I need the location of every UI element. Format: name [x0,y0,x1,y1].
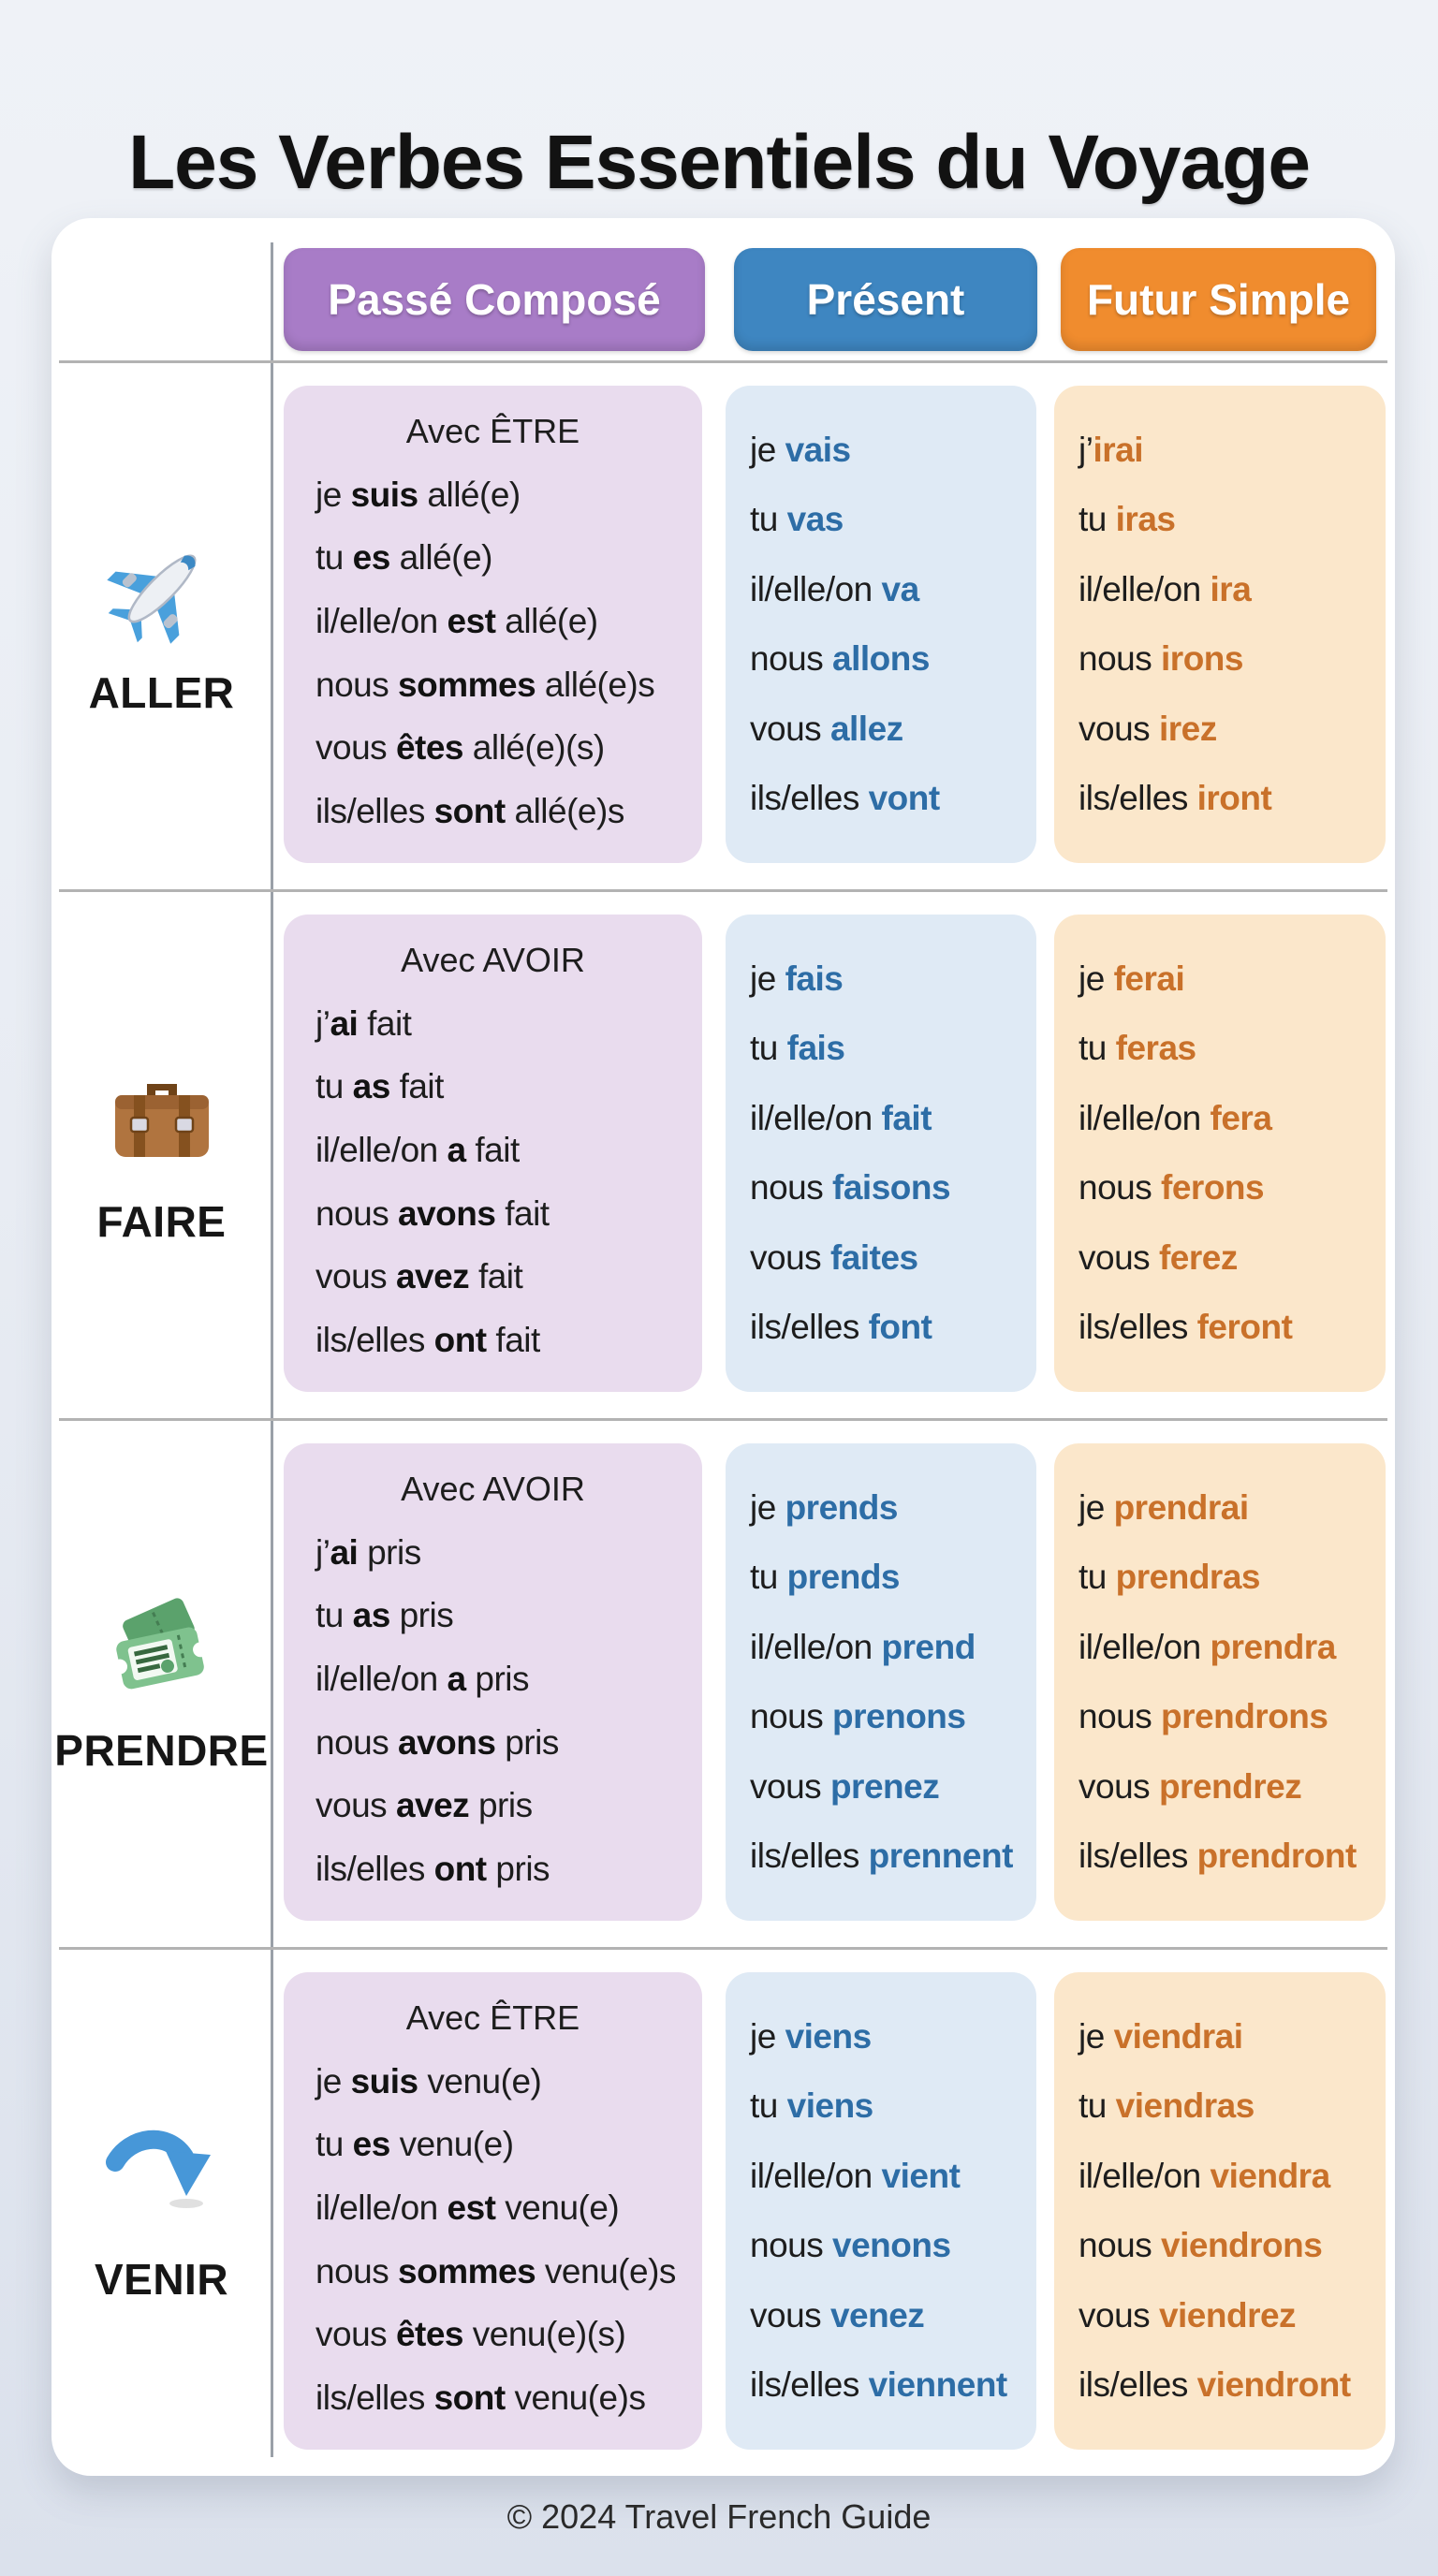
conjugated-verb: êtes [395,2315,463,2354]
conjugated-verb: vas [786,500,844,539]
passe-compose-cell [284,915,702,1392]
pronoun-text: je [315,475,351,514]
conjugation-line [315,1596,670,1635]
conjugated-verb: irez [1158,709,1217,748]
conjugation-line [750,2365,1012,2405]
conjugation-table-card [51,218,1395,2476]
conjugated-verb: suis [350,2061,418,2100]
conjugation-line [750,959,1012,999]
pronoun-text: je [750,431,785,469]
conjugation-line [315,476,670,515]
conjugated-verb: iras [1115,500,1176,539]
conjugated-verb: fais [786,1029,845,1068]
pronoun-text: nous [1078,1697,1162,1736]
conjugation-line [1078,570,1361,609]
conjugated-verb: prendra [1210,1627,1336,1666]
pronoun-text: tu [315,1067,353,1106]
conjugated-verb: a [447,1130,466,1169]
conjugated-verb: es [352,2125,390,2164]
participle-text: fait [495,1193,550,1233]
conjugated-verb: feras [1115,1029,1196,1068]
pronoun-text: je [750,1488,785,1527]
conjugation-line [1078,1837,1361,1876]
conjugation-line [315,2251,676,2291]
conjugation-line [750,500,1012,539]
conjugation-line [1078,1767,1361,1807]
conjugated-verb: ferez [1158,1237,1238,1277]
conjugated-verb: prendrons [1161,1697,1328,1736]
verb-name: FAIRE [96,1196,227,1246]
conjugated-verb: viendrez [1158,2295,1297,2334]
participle-text: fait [389,1067,444,1106]
conjugated-verb: faisons [832,1168,951,1208]
conjugated-verb: vais [785,431,851,469]
auxiliary-note: Avec AVOIR [401,941,585,979]
conjugated-verb: viendront [1196,2364,1351,2404]
conjugation-line [750,1837,1012,1876]
participle-text: venu(e) [418,2061,542,2100]
verb-row [51,1947,1395,2476]
conjugated-verb: prennent [868,1836,1013,1875]
pronoun-text: nous [315,1722,399,1762]
conjugation-line [1078,2086,1361,2126]
verb-label-column [51,1947,271,2476]
passe-compose-cell [284,1443,702,1921]
pronoun-text: nous [750,639,833,679]
conjugated-verb: viendras [1115,2086,1255,2126]
conjugated-verb: es [352,538,390,578]
pronoun-text: ils/elles [1078,2364,1197,2404]
pronoun-text: il/elle/on [1078,569,1211,608]
pronoun-text: ils/elles [750,1836,869,1875]
conjugation-line [750,1238,1012,1278]
participle-text: allé(e)(s) [463,728,605,768]
conjugated-verb: as [352,1596,390,1635]
present-cell [726,386,1036,863]
conjugation-line [750,1697,1012,1736]
conjugated-verb: venez [829,2295,925,2334]
pronoun-text: ils/elles [1078,1307,1197,1346]
conjugation-line [750,1168,1012,1208]
conjugation-line [315,2315,670,2354]
pronoun-text: tu [1078,1558,1116,1597]
conjugated-verb: viendra [1210,2156,1330,2195]
pronoun-text: vous [750,709,830,748]
conjugated-verb: sont [433,791,506,830]
pronoun-text: nous [750,1168,833,1208]
present-cell [726,915,1036,1392]
conjugated-verb: viens [785,2017,872,2056]
conjugation-line [750,2226,1012,2265]
participle-text: venu(e)s [536,2251,676,2291]
conjugated-verb: allons [832,639,930,679]
conjugated-verb: irai [1093,431,1143,469]
participle-text: venu(e)(s) [463,2315,626,2354]
present-cell [726,1443,1036,1921]
passe-compose-cell [284,386,702,863]
pronoun-text: ils/elles [315,791,434,830]
conjugated-verb: fera [1210,1098,1272,1137]
conjugated-verb: prendront [1196,1836,1357,1875]
conjugated-verb: allez [829,709,903,748]
pronoun-text: je [1078,959,1114,998]
conjugation-line [750,779,1012,818]
conjugated-verb: avons [398,1193,496,1233]
conjugated-verb: sommes [398,665,536,704]
conjugation-line [315,792,670,831]
pronoun-text: tu [750,500,787,539]
participle-text: fait [486,1320,540,1359]
conjugation-line [1078,1628,1361,1667]
conjugation-line [315,1067,670,1106]
conjugated-verb: venons [832,2226,951,2265]
participle-text: allé(e)s [505,791,624,830]
footer-copyright: © 2024 Travel French Guide [506,2497,932,2536]
conjugation-line [1078,2157,1361,2196]
pronoun-text: nous [315,2251,399,2291]
verb-row [51,1418,1395,1947]
conjugation-line [1078,1488,1361,1528]
conjugation-line [1078,1558,1361,1597]
pronoun-text: il/elle/on [750,1098,882,1137]
participle-text: fait [358,1003,412,1043]
pronoun-text: tu [315,2125,353,2164]
participle-text: venu(e)s [505,2378,646,2417]
curved-arrow-icon [106,2119,218,2232]
conjugated-verb: iront [1196,778,1272,817]
conjugated-verb: prends [786,1558,900,1597]
pronoun-text: il/elle/on [1078,1627,1211,1666]
pronoun-text: nous [1078,1168,1162,1208]
pronoun-text: ils/elles [750,2364,869,2404]
verb-name: ALLER [88,667,235,717]
pronoun-text: vous [750,1766,830,1806]
conjugation-line [750,1029,1012,1068]
pronoun-text: il/elle/on [1078,1098,1211,1137]
conjugation-line [1078,779,1361,818]
conjugation-line [750,1488,1012,1528]
pronoun-text: nous [1078,2226,1162,2265]
conjugated-verb: sont [433,2378,506,2417]
conjugation-line [1078,2365,1361,2405]
conjugated-verb: suis [350,475,418,514]
conjugation-line [1078,2296,1361,2335]
conjugation-line [315,602,670,641]
conjugated-verb: est [447,2188,496,2227]
verb-label-column [51,1418,271,1947]
participle-text: allé(e) [495,601,598,640]
conjugation-line [750,710,1012,749]
conjugation-line [315,1533,670,1573]
conjugated-verb: va [881,569,919,608]
conjugated-verb: fais [785,959,844,998]
conjugation-line [750,570,1012,609]
conjugated-verb: prendras [1115,1558,1260,1597]
pronoun-text: ils/elles [315,1849,434,1888]
pronoun-text: ils/elles [1078,1836,1197,1875]
conjugated-verb: viendrons [1161,2226,1323,2265]
conjugated-verb: ferons [1161,1168,1265,1208]
participle-text: pris [495,1722,559,1762]
participle-text: pris [486,1849,550,1888]
conjugated-verb: irons [1161,639,1243,679]
conjugated-verb: prenez [829,1766,940,1806]
pronoun-text: je [315,2061,351,2100]
futur-cell [1054,386,1386,863]
conjugated-verb: sommes [398,2251,536,2291]
pronoun-text: vous [315,1786,396,1825]
pronoun-text: il/elle/on [750,1627,882,1666]
conjugation-line [315,2378,670,2418]
participle-text: venu(e) [389,2125,514,2164]
conjugation-line [750,2017,1012,2056]
pronoun-text: j’ [315,1003,330,1043]
pronoun-text: ils/elles [1078,778,1197,817]
conjugation-line [1078,1697,1361,1736]
passe-compose-cell [284,1972,702,2450]
pronoun-text: tu [1078,500,1116,539]
conjugation-line [1078,1029,1361,1068]
conjugation-line [315,2062,670,2101]
conjugated-verb: ont [433,1849,487,1888]
conjugated-verb: ont [433,1320,487,1359]
pronoun-text: j’ [1078,431,1093,469]
conjugation-line [315,538,670,578]
conjugated-verb: as [352,1067,390,1106]
conjugation-line [315,1786,670,1825]
conjugation-line [315,2188,670,2228]
conjugation-line [750,2296,1012,2335]
conjugation-line [1078,500,1361,539]
pronoun-text: il/elle/on [315,2188,448,2227]
tickets-icon [106,1590,218,1703]
page-title: Les Verbes Essentiels du Voyage [128,119,1310,205]
conjugated-verb: viens [786,2086,873,2126]
conjugated-verb: prends [785,1488,898,1527]
participle-text: allé(e)s [536,665,655,704]
pronoun-text: ils/elles [315,1320,434,1359]
pronoun-text: tu [750,2086,787,2126]
pronoun-text: nous [750,1697,833,1736]
participle-text: pris [465,1659,530,1698]
conjugated-verb: prendrez [1158,1766,1302,1806]
conjugated-verb: ai [330,1003,359,1043]
conjugation-line [315,1004,670,1044]
pronoun-text: vous [1078,1766,1159,1806]
column-header-present: Présent [734,248,1037,351]
conjugation-line [750,1767,1012,1807]
conjugation-line [315,666,670,705]
participle-text: fait [465,1130,520,1169]
pronoun-text: je [1078,1488,1114,1527]
pronoun-text: nous [315,665,399,704]
verb-row [51,889,1395,1418]
conjugation-line [1078,1308,1361,1347]
participle-text: venu(e) [495,2188,620,2227]
participle-text: pris [469,1786,533,1825]
pronoun-text: j’ [315,1532,330,1572]
column-header-passe-compose: Passé Composé [284,248,705,351]
conjugation-line [750,1558,1012,1597]
conjugation-line [750,1308,1012,1347]
pronoun-text: je [750,959,785,998]
conjugation-line [1078,2017,1361,2056]
conjugated-verb: avez [395,1257,470,1296]
futur-cell [1054,915,1386,1392]
conjugation-line [1078,1168,1361,1208]
pronoun-text: tu [315,538,353,578]
pronoun-text: nous [1078,639,1162,679]
pronoun-text: tu [1078,2086,1116,2126]
pronoun-text: vous [315,728,396,768]
conjugated-verb: faites [829,1237,918,1277]
pronoun-text: nous [315,1193,399,1233]
pronoun-text: ils/elles [750,778,869,817]
conjugation-line [1078,431,1361,470]
conjugation-line [315,1131,670,1170]
pronoun-text: vous [750,1237,830,1277]
conjugated-verb: feront [1196,1307,1293,1346]
verb-label-column [51,889,271,1418]
pronoun-text: nous [750,2226,833,2265]
conjugation-line [750,431,1012,470]
conjugation-line [1078,1238,1361,1278]
futur-cell [1054,1443,1386,1921]
pronoun-text: il/elle/on [750,569,882,608]
conjugation-line [1078,2226,1361,2265]
conjugation-line [750,2157,1012,2196]
pronoun-text: il/elle/on [1078,2156,1211,2195]
pronoun-text: il/elle/on [315,1130,448,1169]
conjugated-verb: êtes [395,728,463,768]
auxiliary-note: Avec ÊTRE [405,412,580,450]
verb-label-column [51,360,271,889]
conjugation-line [315,728,670,768]
conjugation-line [315,1194,670,1234]
conjugation-line [315,1850,670,1889]
pronoun-text: vous [1078,2295,1159,2334]
conjugated-verb: prendrai [1113,1488,1249,1527]
conjugated-verb: avons [398,1722,496,1762]
conjugation-line [1078,959,1361,999]
conjugated-verb: ferai [1113,959,1185,998]
pronoun-text: vous [315,2315,396,2354]
present-cell [726,1972,1036,2450]
conjugation-line [750,639,1012,679]
participle-text: fait [469,1257,523,1296]
pronoun-text: il/elle/on [315,1659,448,1698]
conjugated-verb: prenons [832,1697,966,1736]
participle-text: pris [389,1596,454,1635]
conjugation-line [1078,1099,1361,1138]
conjugated-verb: avez [395,1786,470,1825]
pronoun-text: ils/elles [750,1307,869,1346]
participle-text: pris [358,1532,421,1572]
column-header-futur-simple: Futur Simple [1061,248,1376,351]
pronoun-text: il/elle/on [750,2156,882,2195]
conjugation-line [750,1099,1012,1138]
verb-name: PRENDRE [54,1725,269,1775]
briefcase-icon [106,1061,218,1174]
futur-cell [1054,1972,1386,2450]
conjugation-line [315,1723,670,1763]
conjugated-verb: vont [868,778,940,817]
verb-name: VENIR [94,2254,229,2304]
conjugated-verb: fait [881,1098,932,1137]
conjugated-verb: font [868,1307,932,1346]
conjugation-line [315,1321,670,1360]
conjugated-verb: ira [1210,569,1252,608]
conjugation-line [315,1257,670,1296]
conjugation-line [315,2125,670,2164]
auxiliary-note: Avec AVOIR [401,1470,585,1508]
conjugated-verb: viennent [868,2364,1007,2404]
conjugation-line [315,1660,670,1699]
pronoun-text: vous [750,2295,830,2334]
pronoun-text: vous [1078,1237,1159,1277]
airplane-icon [106,533,218,645]
conjugated-verb: prend [881,1627,976,1666]
auxiliary-note: Avec ÊTRE [405,1998,580,2037]
pronoun-text: tu [750,1558,787,1597]
pronoun-text: je [1078,2017,1114,2056]
participle-text: allé(e) [418,475,521,514]
conjugation-line [750,1628,1012,1667]
conjugated-verb: vient [881,2156,961,2195]
pronoun-text: tu [315,1596,353,1635]
conjugation-line [750,2086,1012,2126]
pronoun-text: vous [1078,709,1159,748]
pronoun-text: vous [315,1257,396,1296]
conjugation-line [1078,639,1361,679]
conjugated-verb: ai [330,1532,359,1572]
pronoun-text: il/elle/on [315,601,448,640]
conjugated-verb: a [447,1659,466,1698]
participle-text: allé(e) [389,538,492,578]
pronoun-text: ils/elles [315,2378,434,2417]
pronoun-text: tu [1078,1029,1116,1068]
conjugated-verb: est [447,601,496,640]
conjugation-line [1078,710,1361,749]
pronoun-text: je [750,2017,785,2056]
conjugated-verb: viendrai [1113,2017,1243,2056]
verb-row [51,360,1395,889]
pronoun-text: tu [750,1029,787,1068]
